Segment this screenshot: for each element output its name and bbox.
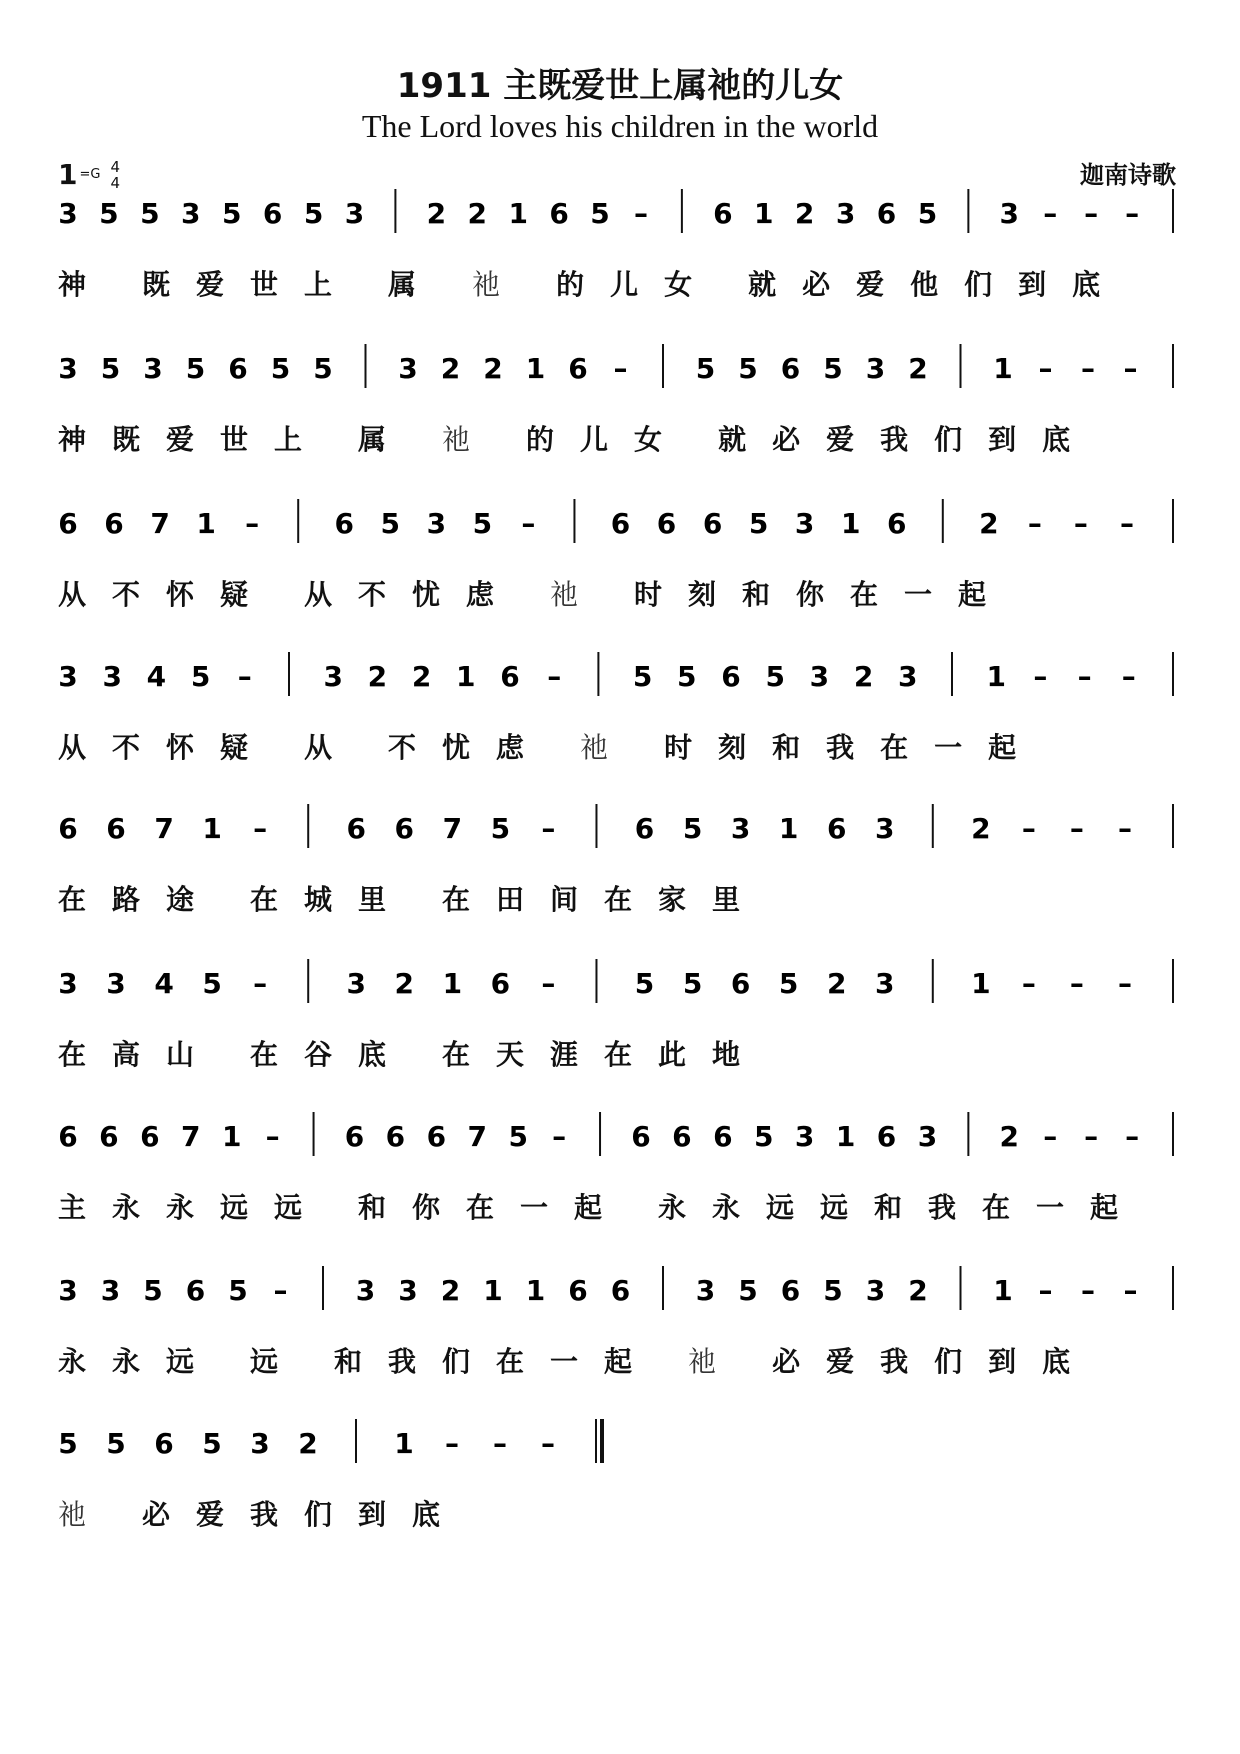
note-digit: 6 [876,197,897,230]
notation-line [58,955,1183,1015]
note-digit: 1 [221,1120,242,1153]
dash-sustain: – [1125,1120,1140,1153]
lyric-segment: 神 [58,268,113,301]
dash-sustain: – [1073,507,1088,540]
note-digit: 5 [748,507,769,540]
note-digit: 2 [467,197,488,230]
note-digit: 3 [250,1427,270,1460]
lyric-segment: 必爱我们到底 [142,1498,467,1531]
lyric-segment: 神既爱世上 [58,423,329,456]
note-digit: 2 [440,1274,461,1307]
note-digit: 5 [765,660,785,693]
note-digit: 2 [971,812,991,845]
dash-sustain: – [1043,1120,1058,1153]
notation-line [58,800,1183,860]
note-digit: 3 [398,1274,418,1307]
dash-sustain: – [541,1427,555,1460]
dash-sustain: – [1117,812,1132,845]
note-digit: 5 [634,967,655,1000]
note-digit: 2 [298,1427,318,1460]
song-source: 迦南诗歌 [1080,161,1176,189]
note-digit: 6 [154,1427,174,1460]
dash-sustain: – [633,197,648,230]
note-digit: 5 [823,1274,843,1307]
note-digit: 6 [634,812,655,845]
note-digit: 2 [411,660,432,693]
dash-sustain: – [273,1274,288,1307]
note-digit: 6 [106,812,126,845]
note-digit: 5 [143,1274,163,1307]
note-digit: 1 [986,660,1006,693]
lyric-segment: 从不忧虑 [304,578,521,611]
note-digit: 3 [355,1274,376,1307]
note-digit: 6 [610,1274,631,1307]
lyric-segment: 祂 [58,1498,113,1531]
dash-sustain: – [253,812,268,845]
lyric-segment: 从不怀疑 [58,731,275,764]
note-digit: 5 [140,197,160,230]
note-digit: 1 [778,812,799,845]
lyric-segment: 和你在一起 [358,1191,629,1224]
lyric-segment: 永永远 [58,1345,221,1378]
note-digit: 4 [154,967,174,1000]
note-digit: 1 [753,197,774,230]
note-digit: 3 [865,1274,886,1307]
dash-sustain: – [253,967,268,1000]
note-digit: 2 [394,967,415,1000]
note-digit: 3 [100,1274,121,1307]
song-title: 1911 主既爱世上属祂的儿女 [396,66,844,106]
notation-line [58,1262,1183,1322]
dash-sustain: – [1043,197,1058,230]
dash-sustain: – [1119,507,1134,540]
notation-line [58,648,1183,708]
note-digit: 2 [908,352,928,385]
dash-sustain: – [1021,967,1036,1000]
note-digit: 3 [106,967,126,1000]
notation-line [58,340,1183,400]
dash-sustain: – [1084,1120,1099,1153]
note-digit: 3 [58,967,78,1000]
note-digit: 4 [146,660,167,693]
dash-sustain: – [1069,967,1084,1000]
score-row [58,185,1183,325]
note-digit: 1 [835,1120,856,1153]
note-digit: 6 [876,1120,897,1153]
note-digit: 6 [58,1120,78,1153]
note-digit: 6 [568,352,588,385]
note-digit: 5 [380,507,401,540]
note-digit: 3 [999,197,1020,230]
note-digit: 6 [334,507,354,540]
time-signature-top: 4 [110,157,120,176]
note-digit: 6 [140,1120,160,1153]
note-digit: 5 [490,812,511,845]
note-digit: 6 [346,812,367,845]
note-digit: 1 [202,812,222,845]
key-number: 1 [58,158,78,191]
score-row [58,800,1183,940]
note-digit: 5 [632,660,653,693]
note-digit: 5 [753,1120,774,1153]
note-digit: 1 [442,967,463,1000]
lyric-segment: 不忧虑 [388,731,551,764]
note-digit: 1 [394,1427,414,1460]
lyric-segment: 的儿女 [526,423,689,456]
lyric-line [58,1033,1183,1073]
dash-sustain: – [613,352,628,385]
note-digit: 1 [483,1274,503,1307]
dash-sustain: – [552,1120,567,1153]
note-digit: 1 [456,660,476,693]
lyric-segment: 和我们在一起 [334,1345,659,1378]
lyric-segment: 时刻和你在一起 [634,578,1013,611]
note-digit: 6 [228,352,248,385]
note-digit: 5 [228,1274,248,1307]
note-digit: 6 [549,197,569,230]
note-digit: 5 [590,197,610,230]
note-digit: 5 [185,352,206,385]
note-digit: 6 [656,507,677,540]
lyric-line [58,263,1183,303]
note-digit: 5 [221,197,242,230]
note-digit: 6 [104,507,124,540]
note-digit: 6 [721,660,741,693]
lyric-segment: 时刻和我在一起 [664,731,1043,764]
lyric-segment: 从 [304,731,359,764]
note-digit: 3 [835,197,856,230]
dash-sustain: – [1027,507,1042,540]
note-digit: 6 [713,197,733,230]
dash-sustain: – [1123,352,1138,385]
note-digit: 6 [702,507,723,540]
score-row [58,495,1183,635]
lyric-segment: 主永永远远 [58,1191,329,1224]
note-digit: 5 [313,352,333,385]
lyric-segment: 祂 [442,423,497,456]
note-digit: 7 [150,507,170,540]
note-digit: 3 [730,812,751,845]
note-digit: 3 [346,967,367,1000]
score-row [58,1415,1183,1555]
note-digit: 6 [344,1120,365,1153]
dash-sustain: – [265,1120,280,1153]
note-digit: 1 [525,352,546,385]
note-digit: 1 [993,1274,1013,1307]
note-digit: 1 [525,1274,546,1307]
lyric-line [58,1340,1183,1380]
lyric-segment: 在天涯在此地 [442,1038,767,1071]
lyric-segment: 远 [250,1345,305,1378]
lyric-segment: 祂 [550,578,605,611]
dash-sustain: – [1021,812,1036,845]
notation-line [58,1108,1183,1168]
note-digit: 5 [58,1427,78,1460]
note-digit: 3 [874,812,895,845]
note-digit: 3 [58,197,78,230]
note-digit: 6 [500,660,520,693]
lyric-segment: 在谷底 [250,1038,413,1071]
lyric-segment: 的儿女 [556,268,719,301]
dash-sustain: – [1123,1274,1138,1307]
time-signature-bottom: 4 [110,173,120,192]
note-digit: 6 [490,967,511,1000]
note-digit: 5 [778,967,799,1000]
notation-line [58,185,1183,245]
dash-sustain: – [1033,660,1048,693]
dash-sustain: – [547,660,562,693]
key-equals: =G [79,167,101,182]
note-digit: 2 [440,352,461,385]
dash-sustain: – [1077,660,1092,693]
note-digit: 6 [610,507,631,540]
dash-sustain: – [1081,352,1095,385]
dash-sustain: – [1038,1274,1053,1307]
dash-sustain: – [1117,967,1132,1000]
note-digit: 5 [202,1427,222,1460]
dash-sustain: – [1125,197,1140,230]
note-digit: 3 [874,967,895,1000]
lyric-segment: 祂 [580,731,635,764]
note-digit: 6 [568,1274,588,1307]
dash-sustain: – [445,1427,459,1460]
note-digit: 3 [865,352,886,385]
note-digit: 3 [794,1120,815,1153]
dash-sustain: – [521,507,536,540]
note-digit: 2 [979,507,999,540]
score-row [58,955,1183,1095]
note-digit: 2 [999,1120,1020,1153]
note-digit: 3 [898,660,918,693]
note-digit: 5 [190,660,211,693]
lyric-segment: 必爱我们到底 [772,1345,1097,1378]
note-digit: 1 [196,507,216,540]
note-digit: 3 [426,507,447,540]
lyric-segment: 永永远远和我在一起 [658,1191,1145,1224]
note-digit: 6 [826,812,847,845]
note-digit: 3 [794,507,815,540]
note-digit: 3 [181,197,201,230]
note-digit: 3 [695,1274,716,1307]
note-digit: 6 [780,352,801,385]
note-digit: 2 [853,660,874,693]
note-digit: 3 [344,197,365,230]
dash-sustain: – [1081,1274,1095,1307]
note-digit: 6 [394,812,415,845]
note-digit: 6 [730,967,751,1000]
note-digit: 5 [677,660,697,693]
note-digit: 6 [185,1274,206,1307]
lyric-segment: 祂 [688,1345,743,1378]
note-digit: 6 [58,507,78,540]
note-digit: 5 [472,507,493,540]
note-digit: 6 [385,1120,406,1153]
note-digit: 5 [303,197,324,230]
note-digit: 1 [993,352,1013,385]
note-digit: 5 [738,352,758,385]
lyric-line [58,726,1183,766]
note-digit: 6 [631,1120,651,1153]
note-digit: 1 [971,967,991,1000]
note-digit: 3 [917,1120,938,1153]
note-digit: 5 [823,352,843,385]
note-digit: 2 [483,352,503,385]
note-digit: 3 [809,660,830,693]
note-digit: 5 [695,352,716,385]
note-digit: 5 [682,967,703,1000]
notation-line [58,1415,1183,1475]
note-digit: 6 [58,812,78,845]
score-row [58,1262,1183,1402]
dash-sustain: – [245,507,260,540]
note-digit: 3 [323,660,343,693]
note-digit: 5 [99,197,119,230]
note-digit: 5 [682,812,703,845]
song-subtitle: The Lord loves his children in the world [361,108,879,144]
score-row [58,340,1183,480]
dash-sustain: – [1069,812,1084,845]
lyric-segment: 属 [388,268,443,301]
dash-sustain: – [1121,660,1136,693]
lyric-segment: 既爱世上 [142,268,359,301]
score-row [58,1108,1183,1248]
lyric-segment: 就必爱他们到底 [748,268,1127,301]
lyric-line [58,573,1183,613]
note-digit: 6 [672,1120,692,1153]
note-digit: 2 [794,197,815,230]
note-digit: 1 [840,507,861,540]
dash-sustain: – [1038,352,1053,385]
lyric-line [58,1493,1183,1533]
note-digit: 6 [887,507,907,540]
note-digit: 2 [826,967,847,1000]
note-digit: 3 [58,1274,78,1307]
note-digit: 5 [100,352,121,385]
notation-line [58,495,1183,555]
note-digit: 3 [398,352,418,385]
lyric-segment: 祂 [472,268,527,301]
lyric-segment: 在城里 [250,883,413,916]
lyric-segment: 就必爱我们到底 [718,423,1097,456]
lyric-line [58,878,1183,918]
lyric-line [58,418,1183,458]
note-digit: 5 [917,197,938,230]
dash-sustain: – [541,967,556,1000]
note-digit: 6 [426,1120,447,1153]
lyric-segment: 从不怀疑 [58,578,275,611]
note-digit: 6 [262,197,283,230]
note-digit: 5 [508,1120,528,1153]
lyric-segment: 在高山 [58,1038,221,1071]
note-digit: 7 [442,812,463,845]
dash-sustain: – [493,1427,507,1460]
note-digit: 2 [908,1274,928,1307]
note-digit: 5 [270,352,291,385]
note-digit: 7 [467,1120,488,1153]
lyric-segment: 在田间在家里 [442,883,767,916]
note-digit: 3 [102,660,122,693]
note-digit: 3 [143,352,163,385]
note-digit: 6 [713,1120,733,1153]
score-row [58,648,1183,788]
note-digit: 6 [99,1120,119,1153]
note-digit: 5 [202,967,222,1000]
note-digit: 7 [181,1120,201,1153]
note-digit: 1 [508,197,528,230]
note-digit: 5 [106,1427,126,1460]
note-digit: 3 [58,660,78,693]
note-digit: 2 [367,660,388,693]
dash-sustain: – [237,660,252,693]
lyric-segment: 在路途 [58,883,221,916]
note-digit: 2 [426,197,447,230]
dash-sustain: – [1084,197,1099,230]
lyric-line [58,1186,1183,1226]
dash-sustain: – [541,812,556,845]
lyric-segment: 属 [358,423,413,456]
note-digit: 5 [738,1274,758,1307]
note-digit: 6 [780,1274,801,1307]
note-digit: 3 [58,352,78,385]
note-digit: 7 [154,812,174,845]
